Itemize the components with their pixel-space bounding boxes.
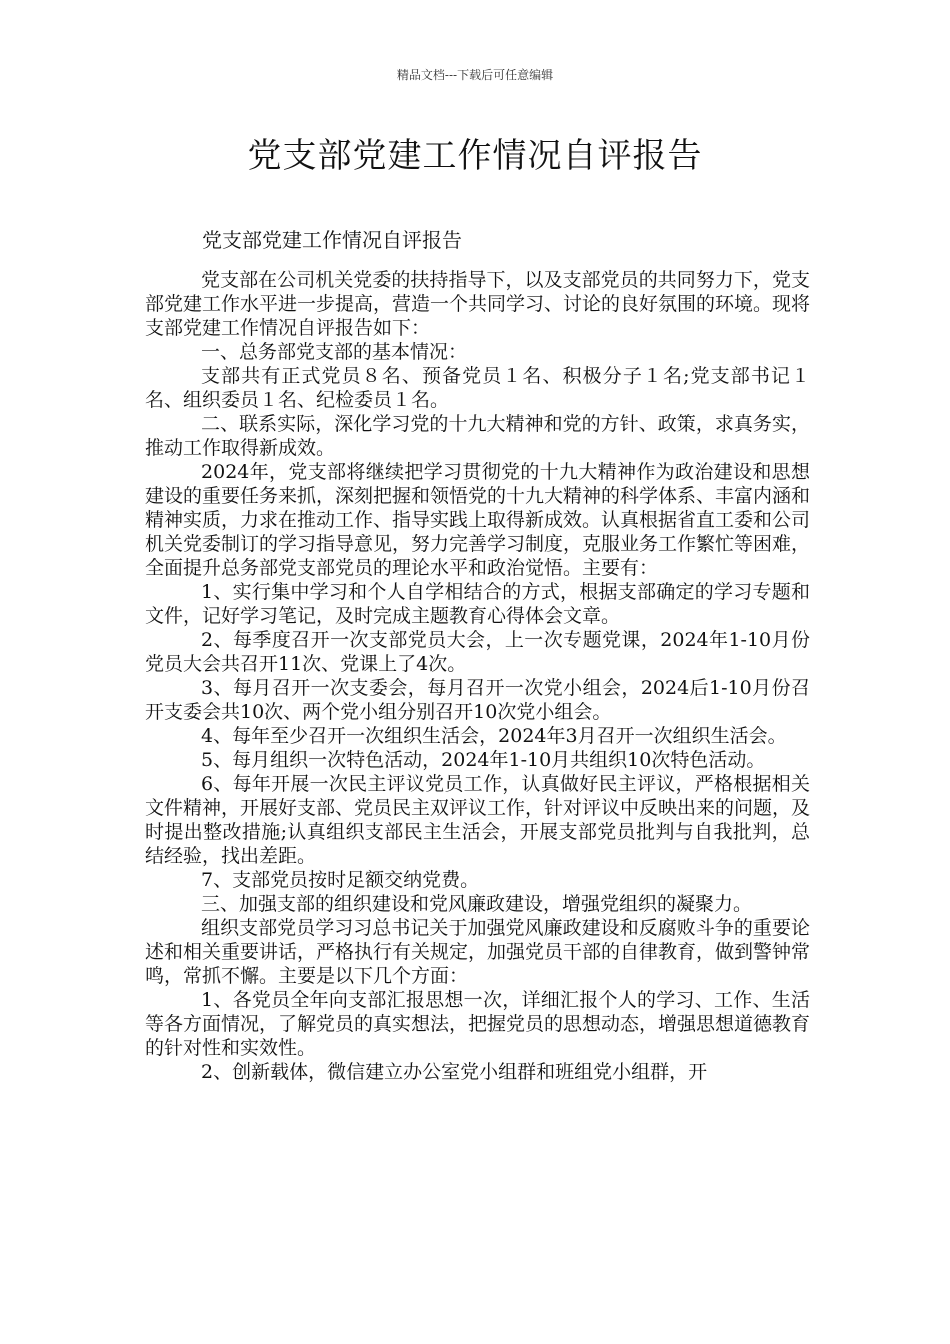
document-subtitle: 党支部党建工作情况自评报告	[202, 228, 462, 252]
paragraph: 5、每月组织一次特色活动，2024年1-10月共组织10次特色活动。	[201, 749, 766, 771]
document-header-note: 精品文档---下载后可任意编辑	[396, 68, 554, 82]
document-title: 党支部党建工作情况自评报告	[247, 136, 703, 176]
paragraph: 1、各党员全年向支部汇报思想一次，详细汇报个人的学习、工作、生活等各方面情况，了解党员的真实想法，把握党员的思想动态，增强思想道德教育的针对性和实效性。	[145, 989, 811, 1059]
paragraph: 2、每季度召开一次支部党员大会，上一次专题党课，2024年1-10月份党员大会共召开11次、党课上了4次。	[145, 629, 810, 675]
paragraph: 3、每月召开一次支委会，每月召开一次党小组会，2024后1-10月份召开支委会共10次、两个党小组分别召开10次党小组会。	[145, 677, 810, 723]
document-body	[145, 268, 810, 1084]
paragraph: 1、实行集中学习和个人自学相结合的方式，根据支部确定的学习专题和文件，记好学习笔记，及时完成主题教育心得体会文章。	[145, 581, 810, 627]
paragraph: 2、创新载体，微信建立办公室党小组群和班组党小组群，开	[201, 1061, 708, 1083]
paragraph: 三、加强支部的组织建设和党风廉政建设，增强党组织的凝聚力。	[201, 893, 753, 915]
paragraph: 二、联系实际，深化学习党的十九大精神和党的方针、政策，求真务实，推动工作取得新成效。	[145, 413, 810, 459]
paragraph: 2024年，党支部将继续把学习贯彻党的十九大精神作为政治建设和思想建设的重要任务来抓，深刻把握和领悟党的十九大精神的科学体系、丰富内涵和精神实质，力求在推动工作、指导实践上取得新成效。认真根据省直工委和公司机关党委制订的学习指导意见，努力完善学习制度，克服业务工作繁忙等困难，全面提升总务部党支部党员的理论水平和政治觉悟。主要有：	[145, 461, 811, 579]
paragraph: 党支部在公司机关党委的扶持指导下，以及支部党员的共同努力下，党支部党建工作水平进一步提高，营造一个共同学习、讨论的良好氛围的环境。现将支部党建工作情况自评报告如下：	[145, 269, 811, 339]
paragraph: 组织支部党员学习习总书记关于加强党风廉政建设和反腐败斗争的重要论述和相关重要讲话，严格执行有关规定，加强党员干部的自律教育，做到警钟常鸣，常抓不懈。主要是以下几个方面：	[145, 917, 811, 987]
paragraph: 6、每年开展一次民主评议党员工作，认真做好民主评议，严格根据相关文件精神，开展好支部、党员民主双评议工作，针对评议中反映出来的问题，及时提出整改措施;认真组织支部民主生活会，开展支部党员批判与自我批判，总结经验，找出差距。	[145, 773, 811, 867]
paragraph: 7、支部党员按时足额交纳党费。	[201, 869, 480, 891]
paragraph: 4、每年至少召开一次组织生活会，2024年3月召开一次组织生活会。	[201, 725, 787, 747]
paragraph: 一、总务部党支部的基本情况：	[201, 341, 468, 363]
paragraph: 支部共有正式党员８名、预备党员１名、积极分子１名;党支部书记１名、组织委员１名、纪检委员１名。	[145, 365, 810, 411]
